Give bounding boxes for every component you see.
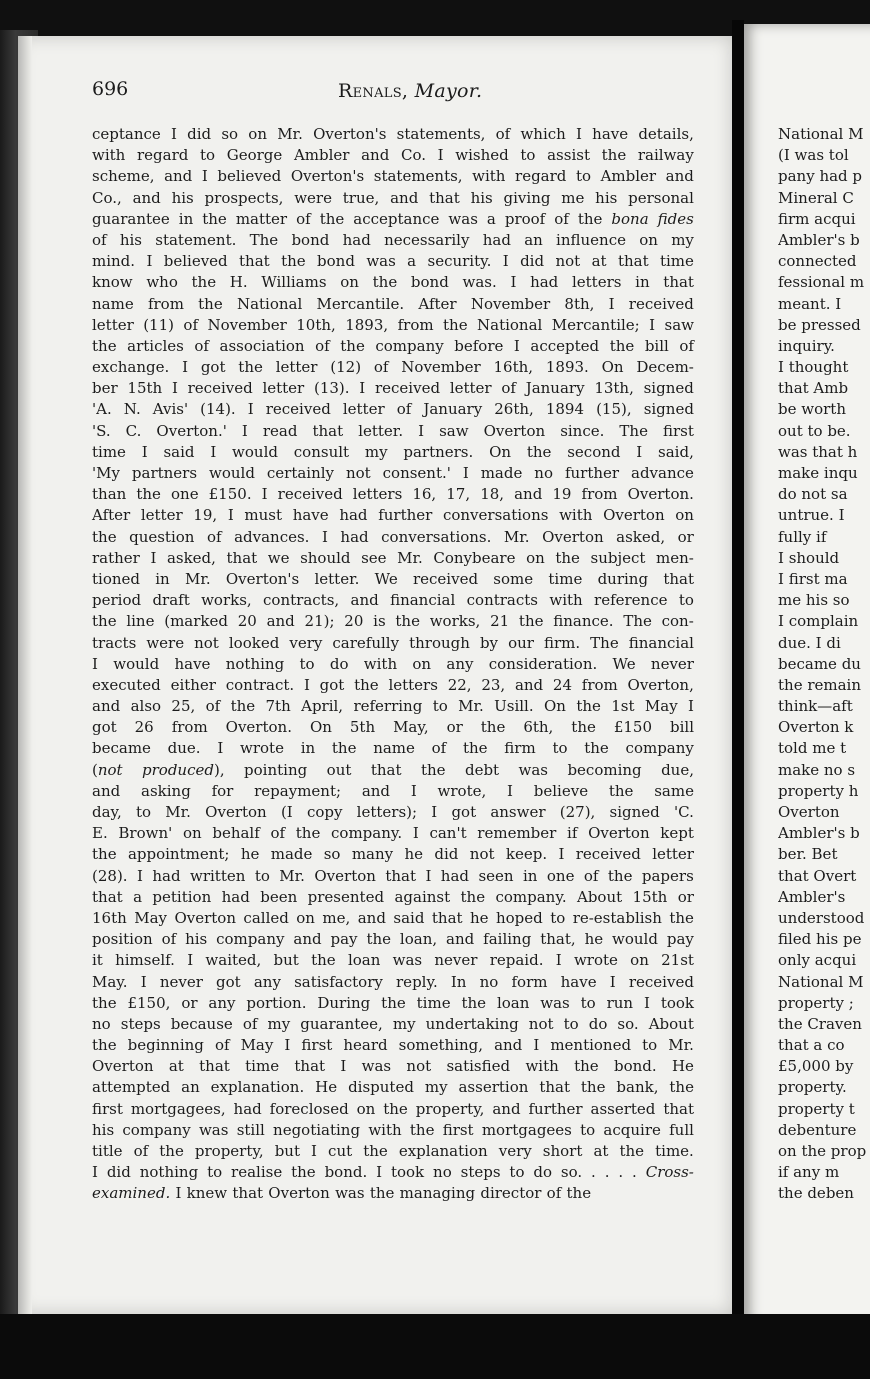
right-page-line: I should <box>778 548 840 567</box>
text-line: 16th May Overton called on me, and said that he hoped to re-establish the <box>92 908 694 927</box>
text-line: executed either contract. I got the letters 22, 23, and 24 from Overton, <box>92 675 694 694</box>
text-line: got 26 from Overton. On 5th May, or the 6th, the £150 bill <box>92 718 694 737</box>
text-line: May. I never got any satisfactory reply. In no form have I received <box>92 972 694 991</box>
text-line: of his statement. The bond had necessarily had an influence on my <box>92 230 694 249</box>
text-line: I did nothing to realise the bond. I took no steps to do so. . . . . Cross- <box>92 1163 694 1182</box>
book-gutter <box>732 20 744 1340</box>
right-page-line: the deben <box>778 1184 854 1203</box>
text-line: the articles of association of the company before I accepted the bill of <box>92 336 694 355</box>
right-page-line: that Amb <box>778 379 849 398</box>
right-page-line: I complain <box>778 612 859 631</box>
right-page-line: firm acqui <box>778 209 856 228</box>
right-page-line: Ambler's b <box>778 824 860 843</box>
text-line: mind. I believed that the bond was a security. I did not at that time <box>92 252 694 271</box>
right-page-line: only acqui <box>778 951 857 970</box>
right-page-line: untrue. I <box>778 506 845 525</box>
right-page-line: property ; <box>778 993 854 1012</box>
right-page-line: the remain <box>778 675 862 694</box>
right-page-line: National M <box>778 972 864 991</box>
text-line: the beginning of May I first heard something, and I mentioned to Mr. <box>92 1036 694 1055</box>
text-line: After letter 19, I must have had further conversations with Overton on <box>92 506 694 525</box>
right-page-line: inquiry. <box>778 336 835 355</box>
text-line: and asking for repayment; and I wrote, I believe the same <box>92 781 694 800</box>
right-page-line: make no s <box>778 760 856 779</box>
text-line: Overton at that time that I was not satisfied with the bond. He <box>92 1057 694 1076</box>
right-page-line: out to be. <box>778 421 851 440</box>
text-line: know who the H. Williams on the bond was. I had letters in that <box>92 273 694 292</box>
right-page-line: fully if <box>778 527 827 546</box>
text-line: the question of advances. I had conversations. Mr. Overton asked, or <box>92 527 694 546</box>
text-line: that a petition had been presented against the company. About 15th or <box>92 887 694 906</box>
right-page-line: fessional m <box>778 273 865 292</box>
right-page-line: make inqu <box>778 464 858 482</box>
right-page-line: filed his pe <box>778 930 862 949</box>
text-line: guarantee in the matter of the acceptance was a proof of the bona fides <box>92 209 694 228</box>
right-page-line: property h <box>778 781 859 800</box>
right-page-line: understood <box>778 908 865 927</box>
right-page-line: Overton <box>778 803 840 821</box>
text-line: I would have nothing to do with on any consideration. We never <box>92 654 694 673</box>
text-line: position of his company and pay the loan, and failing that, he would pay <box>92 930 694 949</box>
text-line: examined. I knew that Overton was the managing director of the <box>92 1184 592 1203</box>
right-page-line: be worth <box>778 400 846 419</box>
text-line: scheme, and I believed Overton's statements, with regard to Ambler and <box>92 167 694 186</box>
right-page-line: I thought <box>778 358 849 377</box>
text-line: first mortgagees, had foreclosed on the property, and further asserted that <box>92 1099 694 1118</box>
text-line: the line (marked 20 and 21); 20 is the works, 21 the finance. The con- <box>92 612 694 631</box>
right-page-line: debenture <box>778 1120 857 1139</box>
text-line: title of the property, but I cut the explanation very short at the time. <box>92 1142 694 1160</box>
text-line: with regard to George Ambler and Co. I wished to assist the railway <box>92 146 694 165</box>
text-line: attempted an explanation. He disputed my assertion that the bank, the <box>92 1078 694 1097</box>
text-line: exchange. I got the letter (12) of November 16th, 1893. On Decem- <box>92 358 694 377</box>
right-page-line: Ambler's <box>778 887 846 906</box>
text-line: 'My partners would certainly not consent.' I made no further advance <box>92 464 694 482</box>
text-line: (not produced), pointing out that the debt was becoming due, <box>92 760 694 779</box>
right-page-line: ber. Bet <box>778 845 838 864</box>
scan-bottom-edge <box>0 1314 870 1379</box>
right-page-line: the Craven <box>778 1014 862 1033</box>
right-page-line: (I was tol <box>778 146 849 165</box>
text-line: no steps because of my guarantee, my undertaking not to do so. About <box>92 1014 694 1033</box>
right-page-line: Mineral C <box>778 188 854 207</box>
right-page-line: due. I di <box>778 633 841 652</box>
text-line: rather I asked, that we should see Mr. Conybeare on the subject men- <box>92 548 694 567</box>
right-page-line: think—aft <box>778 697 853 716</box>
text-line: 'A. N. Avis' (14). I received letter of January 26th, 1894 (15), signed <box>92 400 694 419</box>
text-line: ceptance I did so on Mr. Overton's statements, of which I have details, <box>92 125 694 143</box>
right-page-line: told me t <box>778 739 847 758</box>
text-line: the £150, or any portion. During the time the loan was to run I took <box>92 993 694 1012</box>
right-page-line: do not sa <box>778 485 848 504</box>
right-page-line: if any m <box>778 1163 840 1182</box>
right-page-line: Ambler's b <box>778 230 860 249</box>
right-page-line: National M <box>778 125 864 143</box>
right-page-line: on the prop <box>778 1142 867 1160</box>
text-line: his company was still negotiating with the first mortgagees to acquire full <box>92 1120 694 1139</box>
running-head-title: Mayor. <box>414 80 483 102</box>
right-page-line: that Overt <box>778 866 857 885</box>
right-page-line: became du <box>778 654 861 673</box>
body-text <box>92 124 694 1205</box>
text-line: it himself. I waited, but the loan was never repaid. I wrote on 21st <box>92 951 694 970</box>
text-line: tioned in Mr. Overton's letter. We received some time during that <box>92 569 694 588</box>
right-page-line: Overton k <box>778 718 854 737</box>
right-page-line: connected <box>778 252 857 271</box>
right-page-text-fragment <box>778 124 870 1205</box>
text-line: day, to Mr. Overton (I copy letters); I got answer (27), signed 'C. <box>92 803 694 821</box>
text-line: (28). I had written to Mr. Overton that I had seen in one of the papers <box>92 866 694 885</box>
text-line: than the one £150. I received letters 16, 17, 18, and 19 from Overton. <box>92 485 694 504</box>
right-page-line: was that h <box>778 442 858 461</box>
right-page-line: that a co <box>778 1036 845 1055</box>
running-head <box>338 80 482 102</box>
text-line: 'S. C. Overton.' I read that letter. I saw Overton since. The first <box>92 421 694 440</box>
right-page-line: pany had p <box>778 167 863 186</box>
running-head-name: Renals, <box>338 80 409 102</box>
text-line: time I said I would consult my partners. On the second I said, <box>92 442 694 461</box>
right-page-line: property. <box>778 1078 847 1097</box>
page-number: 696 <box>92 78 129 100</box>
text-line: became due. I wrote in the name of the firm to the company <box>92 739 694 758</box>
right-page-line: me his so <box>778 591 850 610</box>
text-line: the appointment; he made so many he did not keep. I received letter <box>92 845 694 864</box>
text-line: and also 25, of the 7th April, referring to Mr. Usill. On the 1st May I <box>92 697 694 716</box>
right-page-line: property t <box>778 1099 855 1118</box>
right-page-line: I first ma <box>778 569 848 588</box>
text-line: period draft works, contracts, and financial contracts with reference to <box>92 591 694 610</box>
right-page-line: £5,000 by <box>778 1057 854 1076</box>
text-line: ber 15th I received letter (13). I received letter of January 13th, signed <box>92 379 694 398</box>
text-line: name from the National Mercantile. After November 8th, I received <box>92 294 694 313</box>
right-page-line: meant. I <box>778 294 842 313</box>
text-line: tracts were not looked very carefully through by our firm. The financial <box>92 633 694 652</box>
text-line: letter (11) of November 10th, 1893, from the National Mercantile; I saw <box>92 315 694 334</box>
text-line: E. Brown' on behalf of the company. I can't remember if Overton kept <box>92 824 694 843</box>
text-line: Co., and his prospects, were true, and that his giving me his personal <box>92 188 694 207</box>
right-page-line: be pressed <box>778 315 861 334</box>
